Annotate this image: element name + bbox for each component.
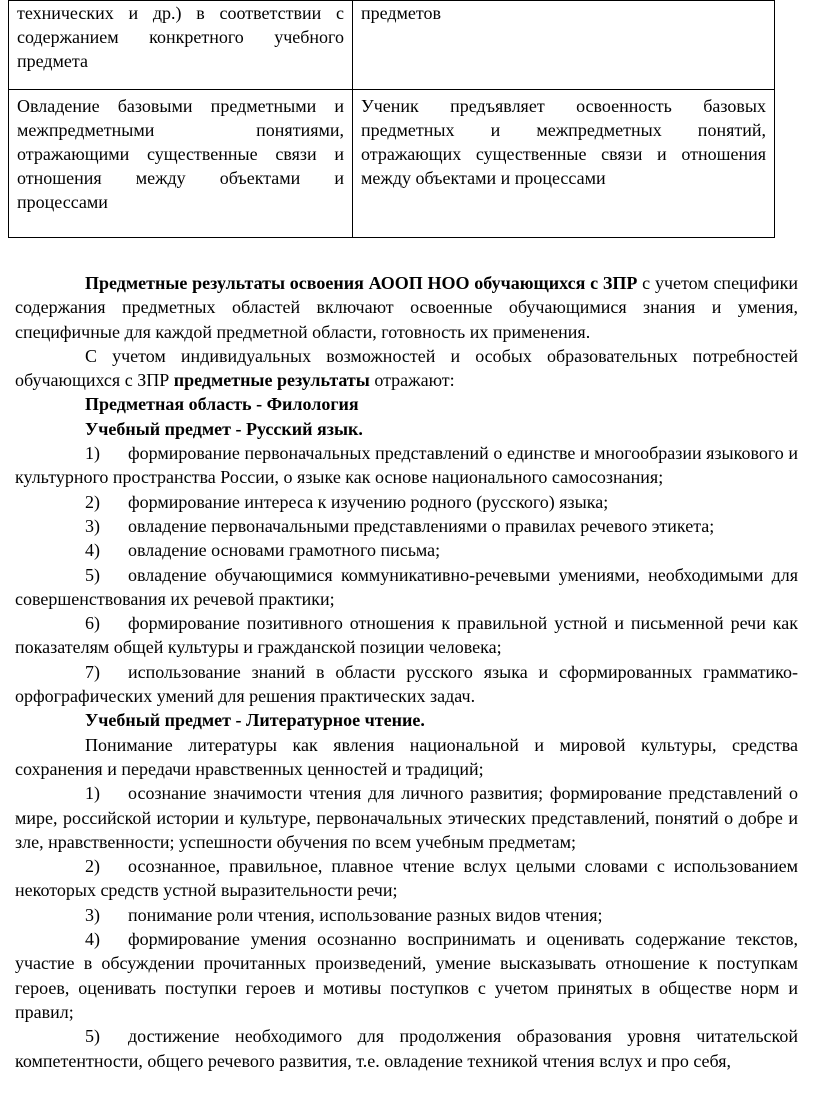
requirements-table: [8, 0, 775, 238]
list-item: [15, 660, 798, 709]
area-heading: [15, 392, 798, 416]
list-text: формирование интереса к изучению родного (русского) языка;: [128, 491, 609, 512]
table-cell: Овладение базовыми предметными и межпредметными понятиями, отражающими существенные связи и отношения между объектами и процессами: [9, 90, 353, 238]
list-number: 3): [85, 515, 100, 536]
list-item: [15, 1024, 798, 1073]
list-item: [15, 781, 798, 854]
table-row: [9, 1, 775, 90]
list-number: 2): [85, 491, 100, 512]
list-text: формирование позитивного отношения к правильной устной и письменной речи как показателям общей культуры и гражданской позиции человека;: [15, 613, 798, 658]
list-text: овладение первоначальными представлениями о правилах речевого этикета;: [128, 515, 715, 536]
list-text: осознание значимости чтения для личного развития; формирование представлений о мире, российской истории и культуре, первоначальных этических представлений, понятий о добре и зле, нравственности; успешности обучения по всем учебным предметам;: [15, 783, 798, 852]
subject-heading-russian-text: Учебный предмет - Русский язык.: [85, 418, 363, 439]
intro-text: с учетом специфики содержания предметных областей включают освоенные обучающимися знания и умения, специфичные для каждой предметной области, готовность их применения.: [15, 273, 798, 342]
list-item: [15, 563, 798, 612]
list-item: [15, 441, 798, 490]
list-number: 3): [85, 904, 100, 925]
results-bold: предметные результаты: [173, 370, 370, 391]
results-lead: С учетом индивидуальных возможностей и особых образовательных потребностей обучающихся с ЗПР: [15, 345, 798, 391]
list-text: овладение обучающимися коммуникативно-речевыми умениями, необходимыми для совершенствования их речевой практики;: [15, 564, 798, 609]
list-number: 5): [85, 1026, 100, 1047]
list-number: 4): [85, 540, 100, 561]
list-number: 6): [85, 613, 100, 634]
subject-heading-russian: [15, 417, 798, 441]
area-heading-text: Предметная область - Филология: [85, 394, 359, 415]
table-row: [9, 90, 775, 238]
list-item: [15, 854, 798, 903]
document-body: [15, 271, 798, 1073]
list-text: овладение основами грамотного письма;: [128, 540, 441, 561]
list-text: формирование умения осознанно воспринимать и оценивать содержание текстов, участие в обсуждении прочитанных произведений, умение высказывать отношение к поступкам героев, оценивать поступки героев и мотивы поступков с учетом принятых в обществе норм и правил;: [15, 929, 798, 1022]
list-item: [15, 538, 798, 562]
list-item: [15, 490, 798, 514]
table-cell: предметов: [353, 1, 775, 90]
list-number: 4): [85, 929, 100, 950]
list-item: [15, 903, 798, 927]
intro-paragraph: [15, 271, 798, 344]
subject-heading-reading-text: Учебный предмет - Литературное чтение.: [85, 710, 425, 731]
list-text: достижение необходимого для продолжения образования уровня читательской компетентности, общего речевого развития, т.е. овладение техникой чтения вслух и про себя,: [15, 1026, 798, 1071]
table-cell: технических и др.) в соответствии с содержанием конкретного учебного предмета: [9, 1, 353, 90]
list-number: 1): [85, 783, 100, 804]
subject-heading-reading: [15, 708, 798, 732]
intro-bold-lead: Предметные результаты освоения АООП НОО обучающихся с ЗПР: [85, 273, 638, 293]
list-text: осознанное, правильное, плавное чтение вслух целыми словами с использованием некоторых средств устной выразительности речи;: [15, 856, 798, 901]
list-text: использование знаний в области русского языка и сформированных грамматико-орфографических умений для решения практических задач.: [15, 661, 798, 707]
list-text: понимание роли чтения, использование разных видов чтения;: [128, 904, 603, 925]
list-item: [15, 514, 798, 538]
results-tail: отражают:: [369, 370, 455, 391]
list-item: [15, 927, 798, 1024]
list-text: формирование первоначальных представлений о единстве и многообразии языкового и культурного пространства России, о языке как основе национального самосознания;: [15, 443, 798, 488]
reading-intro: Понимание литературы как явления национальной и мировой культуры, средства сохранения и передачи нравственных ценностей и традиций;: [15, 734, 798, 779]
list-number: 1): [85, 443, 100, 464]
list-number: 2): [85, 856, 100, 877]
table-cell: Ученик предъявляет освоенность базовых предметных и межпредметных понятий, отражающих существенные связи и отношения между объектами и процессами: [353, 90, 775, 238]
list-number: 5): [85, 564, 100, 585]
results-paragraph: [15, 344, 798, 393]
list-number: 7): [85, 661, 100, 682]
list-item: [15, 611, 798, 660]
